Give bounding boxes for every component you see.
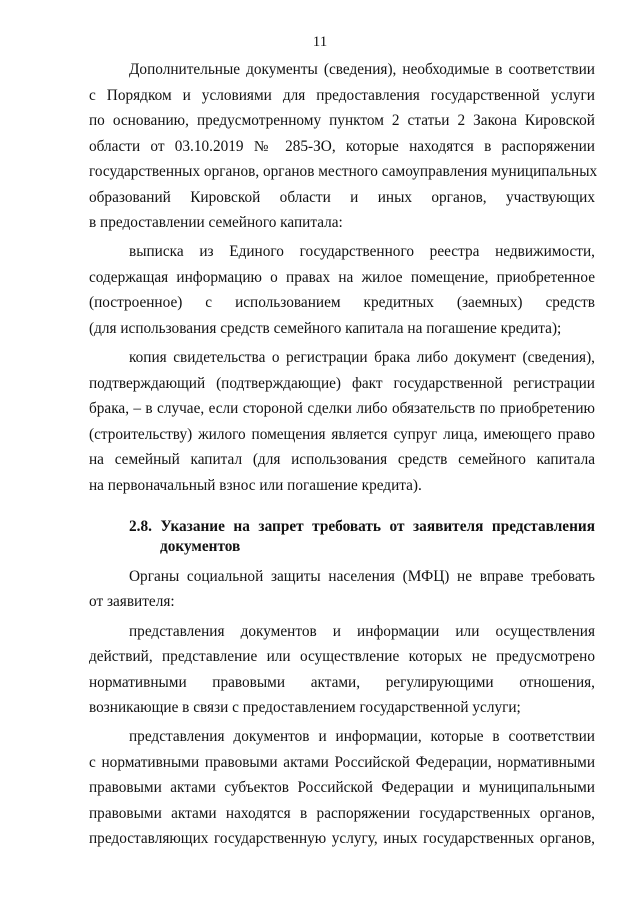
text-line: области от 03.10.2019 № 285-ЗО, которые находятся в распоряжении xyxy=(89,138,595,155)
text-line: (строительству) жилого помещения является супруг лица, имеющего право xyxy=(89,426,595,443)
text-line: Органы социальной защиты населения (МФЦ) не вправе требовать xyxy=(129,568,595,585)
text-line: (построенное) с использованием кредитных (заемных) средств xyxy=(89,294,595,311)
text-line: представления документов и информации, которые в соответствии xyxy=(129,728,595,745)
text-line: предоставляющих государственную услугу, иных государственных органов, xyxy=(89,830,595,847)
text-line: выписка из Единого государственного реестра недвижимости, xyxy=(129,243,595,260)
text-line: в предоставлении семейного капитала: xyxy=(89,214,343,231)
text-line: от заявителя: xyxy=(89,593,175,610)
text-line: на первоначальный взнос или погашение кредита). xyxy=(89,477,422,494)
text-line: с нормативными правовыми актами Российской Федерации, нормативными xyxy=(89,754,595,771)
text-line: с Порядком и условиями для предоставления государственной услуги xyxy=(89,87,595,104)
text-line: копия свидетельства о регистрации брака либо документ (сведения), xyxy=(129,349,595,366)
text-line: возникающие в связи с предоставлением государственной услуги; xyxy=(89,699,521,716)
text-line: государственных органов, органов местного самоуправления муниципальных xyxy=(89,163,598,180)
heading-line: 2.8. Указание на запрет требовать от заявителя представления xyxy=(129,518,595,535)
text-line: образований Кировской области и иных органов, участвующих xyxy=(89,189,595,206)
text-line: (для использования средств семейного капитала на погашение кредита); xyxy=(89,320,562,337)
text-line: на семейный капитал (для использования средств семейного капитала xyxy=(89,451,595,468)
text-line: содержащая информацию о правах на жилое помещение, приобретенное xyxy=(89,269,595,286)
text-line: подтверждающий (подтверждающие) факт государственной регистрации xyxy=(89,375,595,392)
text-line: правовыми актами находятся в распоряжении государственных органов, xyxy=(89,805,595,822)
text-line: нормативными правовыми актами, регулирующими отношения, xyxy=(89,674,595,691)
text-line: брака, – в случае, если стороной сделки либо обязательств по приобретению xyxy=(89,400,595,417)
text-line: по основанию, предусмотренному пунктом 2 статьи 2 Закона Кировской xyxy=(89,112,595,129)
text-line: действий, представление или осуществление которых не предусмотрено xyxy=(89,648,595,665)
text-line: Дополнительные документы (сведения), необходимые в соответствии xyxy=(129,61,595,78)
page-number: 11 xyxy=(312,34,328,50)
text-line: правовыми актами субъектов Российской Федерации и муниципальными xyxy=(89,779,595,796)
heading-line: документов xyxy=(160,538,241,555)
text-line: представления документов и информации или осуществления xyxy=(129,623,595,640)
